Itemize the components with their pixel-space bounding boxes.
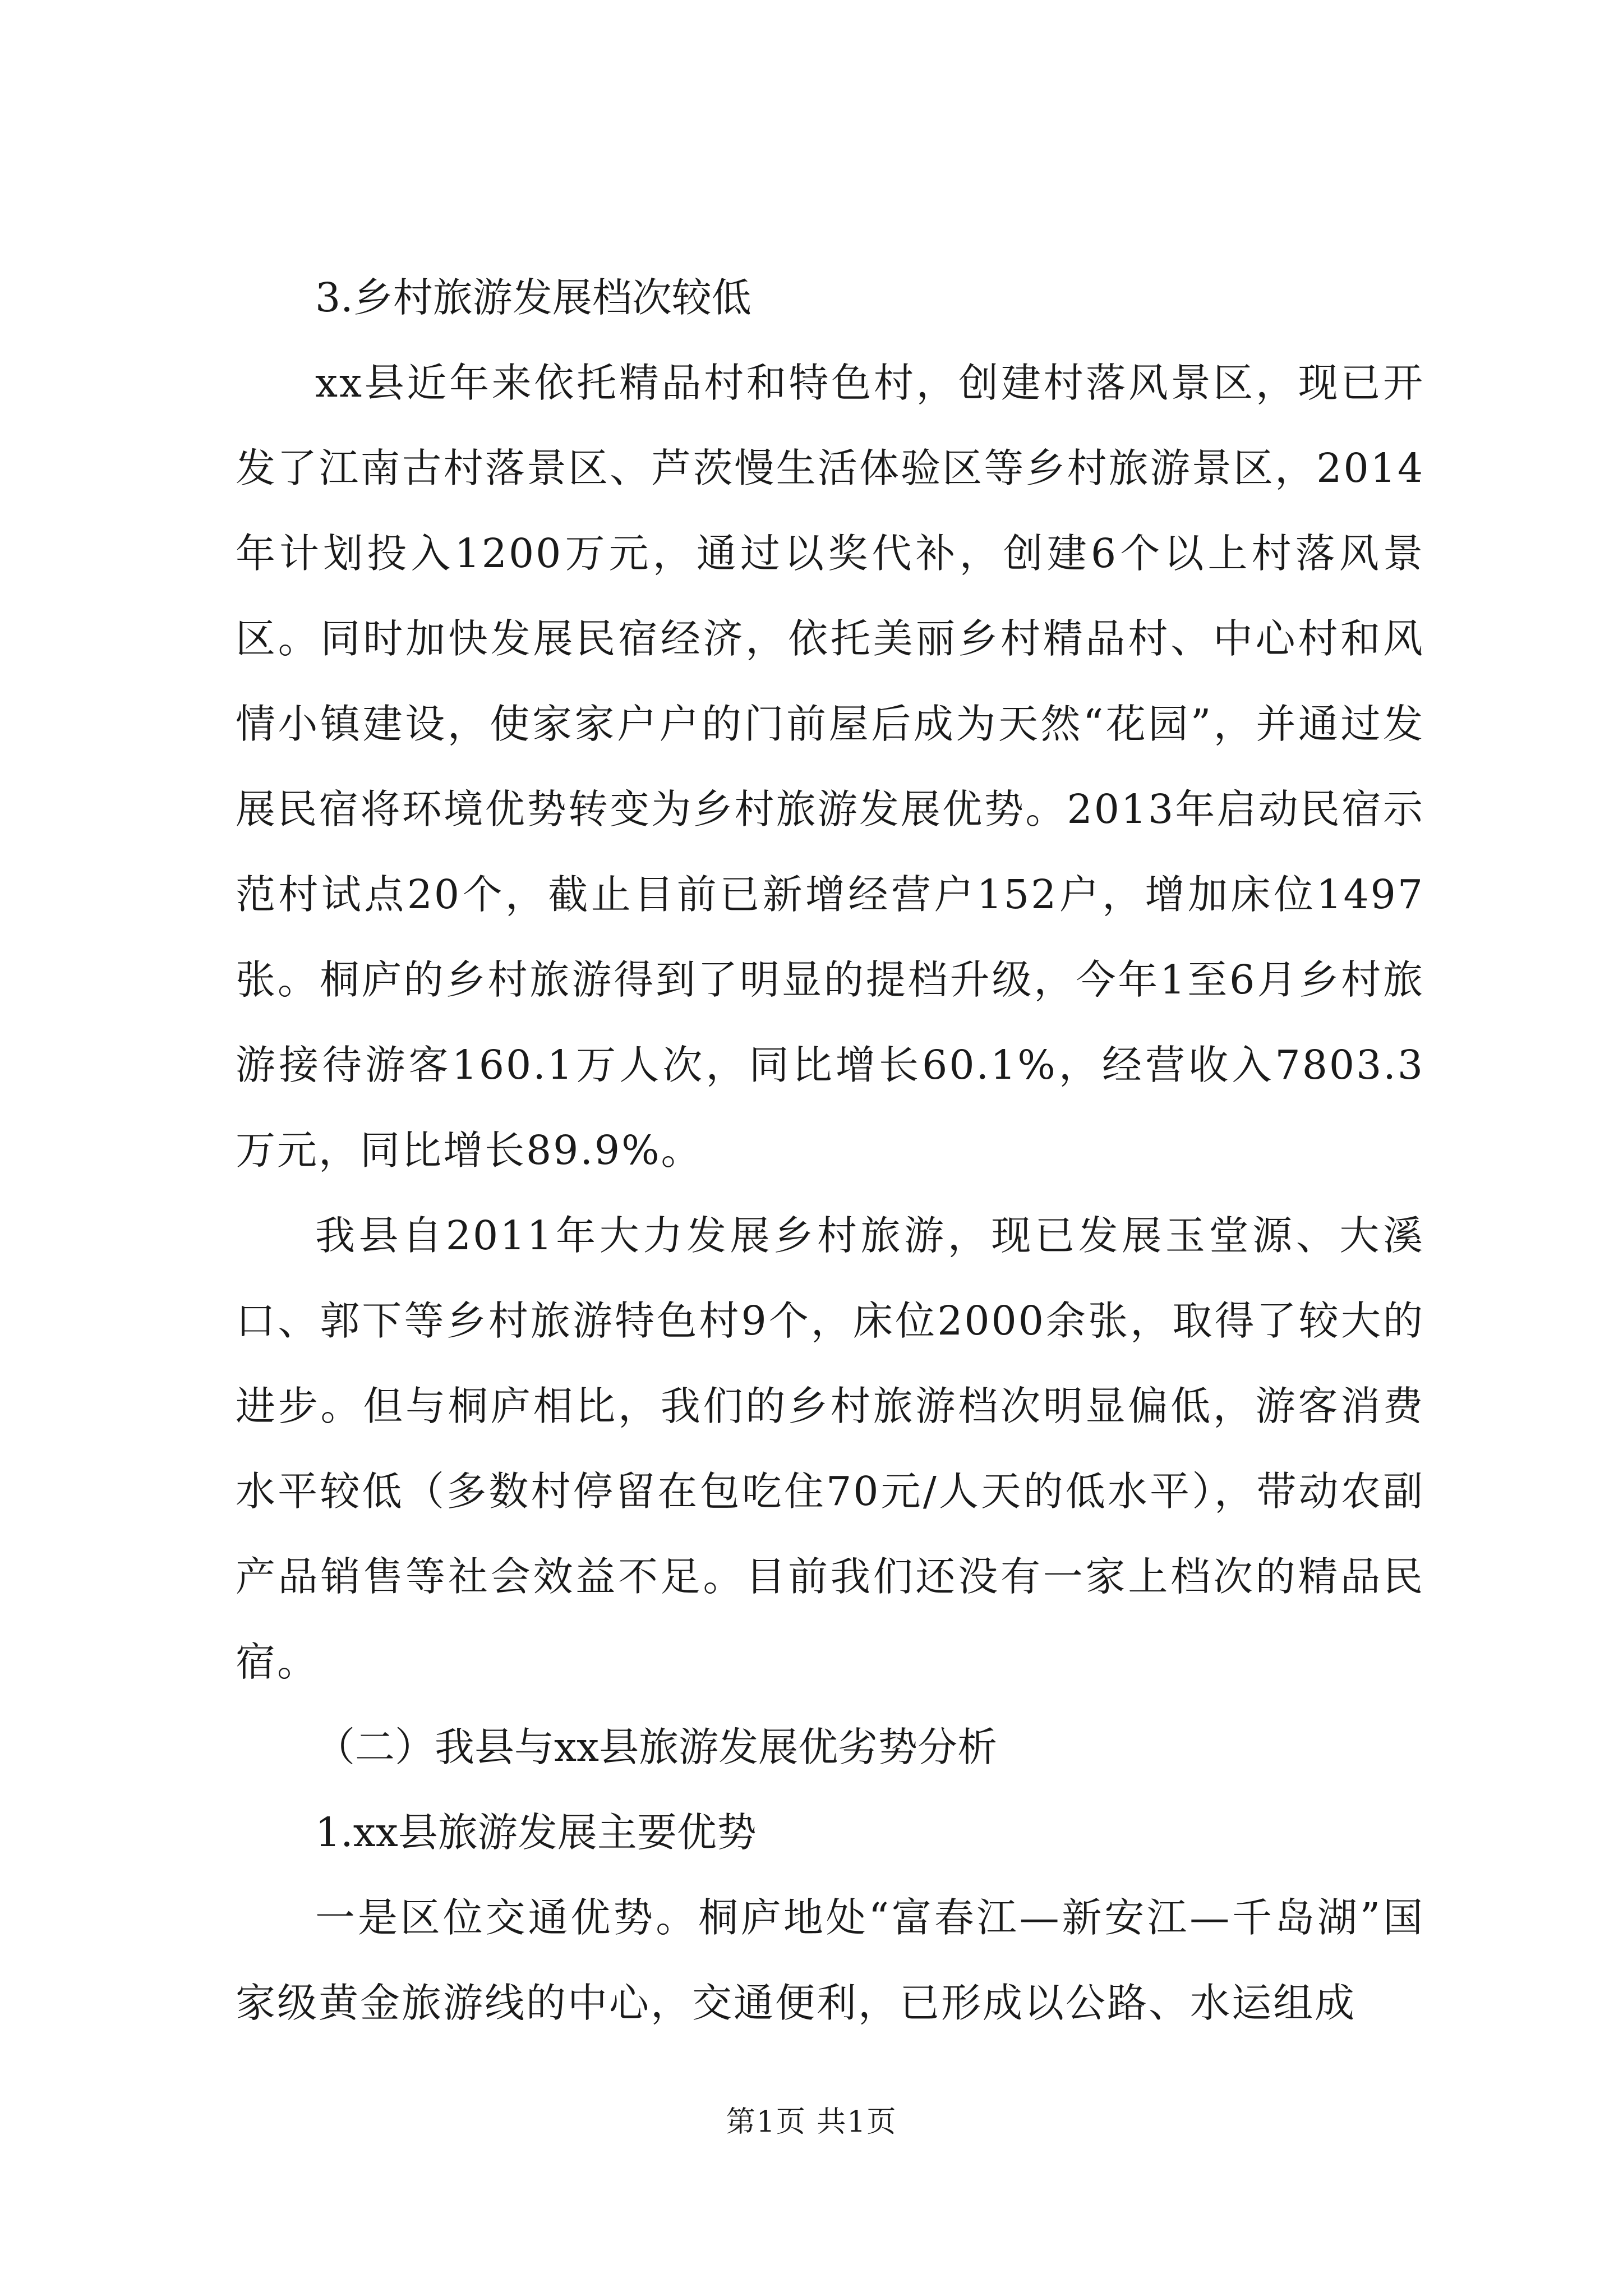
document-body: [236, 255, 1424, 2046]
section-heading-2: （二）我县与xx县旅游发展优劣势分析: [315, 1724, 998, 1770]
paragraph: 我县自2011年大力发展乡村旅游，现已发展玉堂源、大溪口、郭下等乡村旅游特色村9个，床位2000余张，取得了较大的进步。但与桐庐相比，我们的乡村旅游档次明显偏低，游客消费水平较低（多数村停留在包吃住70元/人天的低水平），带动农副产品销售等社会效益不足。目前我们还没有一家上档次的精品民宿。: [236, 1212, 1424, 1685]
subsection-heading-3: 3.乡村旅游发展档次较低: [315, 274, 751, 321]
page-footer: 第1页 共1页: [726, 2105, 897, 2139]
subsection-heading-1: 1.xx县旅游发展主要优势: [315, 1809, 757, 1856]
paragraph: xx县近年来依托精品村和特色村，创建村落风景区，现已开发了江南古村落景区、芦茨慢生活体验区等乡村旅游景区，2014年计划投入1200万元，通过以奖代补，创建6个以上村落风景区。同时加快发展民宿经济，依托美丽乡村精品村、中心村和风情小镇建设，使家家户户的门前屋后成为天然“花园”，并通过发展民宿将环境优势转变为乡村旅游发展优势。2013年启动民宿示范村试点20个，截止目前已新增经营户152户，增加床位1497张。桐庐的乡村旅游得到了明显的提档升级，今年1至6月乡村旅游接待游客160.1万人次，同比增长60.1%，经营收入7803.3万元，同比增长89.9%。: [236, 360, 1424, 1174]
paragraph: 一是区位交通优势。桐庐地处“富春江—新安江—千岛湖”国家级黄金旅游线的中心，交通便利，已形成以公路、水运组成: [236, 1894, 1424, 2026]
